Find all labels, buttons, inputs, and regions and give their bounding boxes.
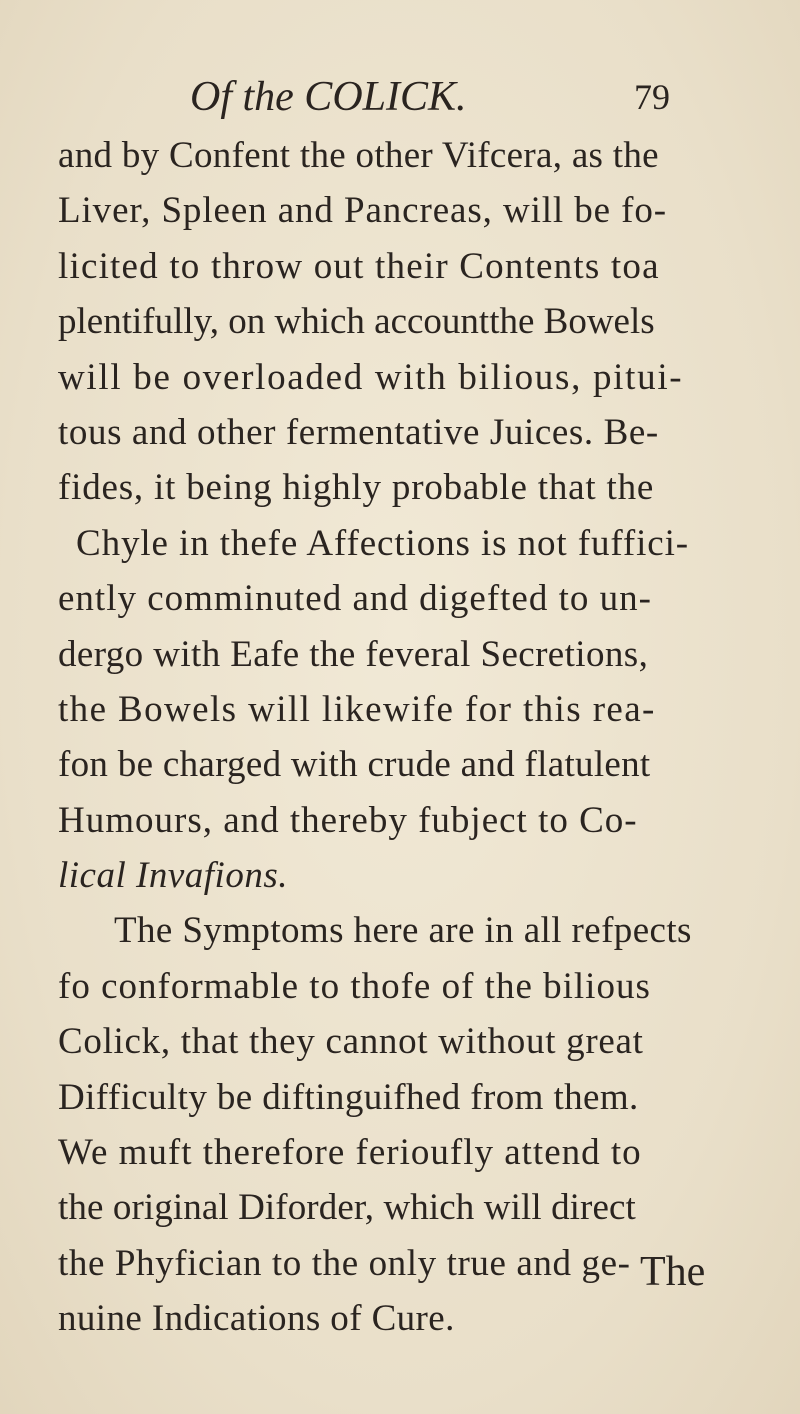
- text-line: the original Diforder, which will direct: [58, 1187, 636, 1229]
- text-line: Chyle in thefe Affections is not fuffici-: [76, 522, 690, 564]
- text-line: licited to throw out their Contents toa: [58, 245, 660, 287]
- text-line: lical Invafions.: [58, 855, 288, 897]
- text-line: nuine Indications of Cure.: [58, 1298, 455, 1340]
- text-line: the Phyfician to the only true and ge-: [58, 1242, 631, 1284]
- text-line: fon be charged with crude and flatulent: [58, 744, 651, 786]
- text-line: will be overloaded with bilious, pitui-: [58, 356, 684, 398]
- running-head-title: Of the COLICK.: [190, 74, 467, 120]
- text-line: ently comminuted and digefted to un-: [58, 578, 652, 620]
- text-line: tous and other fermentative Juices. Be-: [58, 411, 659, 453]
- text-line: fides, it being highly probable that the: [58, 467, 655, 509]
- text-line: We muft therefore ferioufly attend to: [58, 1132, 642, 1174]
- text-line: plentifully, on which accountthe Bowels: [58, 301, 655, 343]
- text-line: Liver, Spleen and Pancreas, will be fo-: [58, 190, 667, 232]
- text-line: fo conformable to thofe of the bilious: [58, 965, 651, 1007]
- catchword: The: [640, 1249, 706, 1295]
- text-line: and by Confent the other Vifcera, as the: [58, 135, 659, 176]
- text-line: The Symptoms here are in all refpects: [114, 910, 692, 952]
- text-line: dergo with Eafe the feveral Secretions,: [58, 633, 649, 675]
- body-text: [58, 128, 758, 1347]
- text-line: Humours, and thereby fubject to Co-: [58, 799, 638, 841]
- running-head: [190, 72, 670, 122]
- page-number: 79: [634, 77, 670, 117]
- text-line: Difficulty be diftinguifhed from them.: [58, 1076, 639, 1118]
- text-line: the Bowels will likewife for this rea-: [58, 688, 656, 730]
- text-line: Colick, that they cannot without great: [58, 1021, 644, 1063]
